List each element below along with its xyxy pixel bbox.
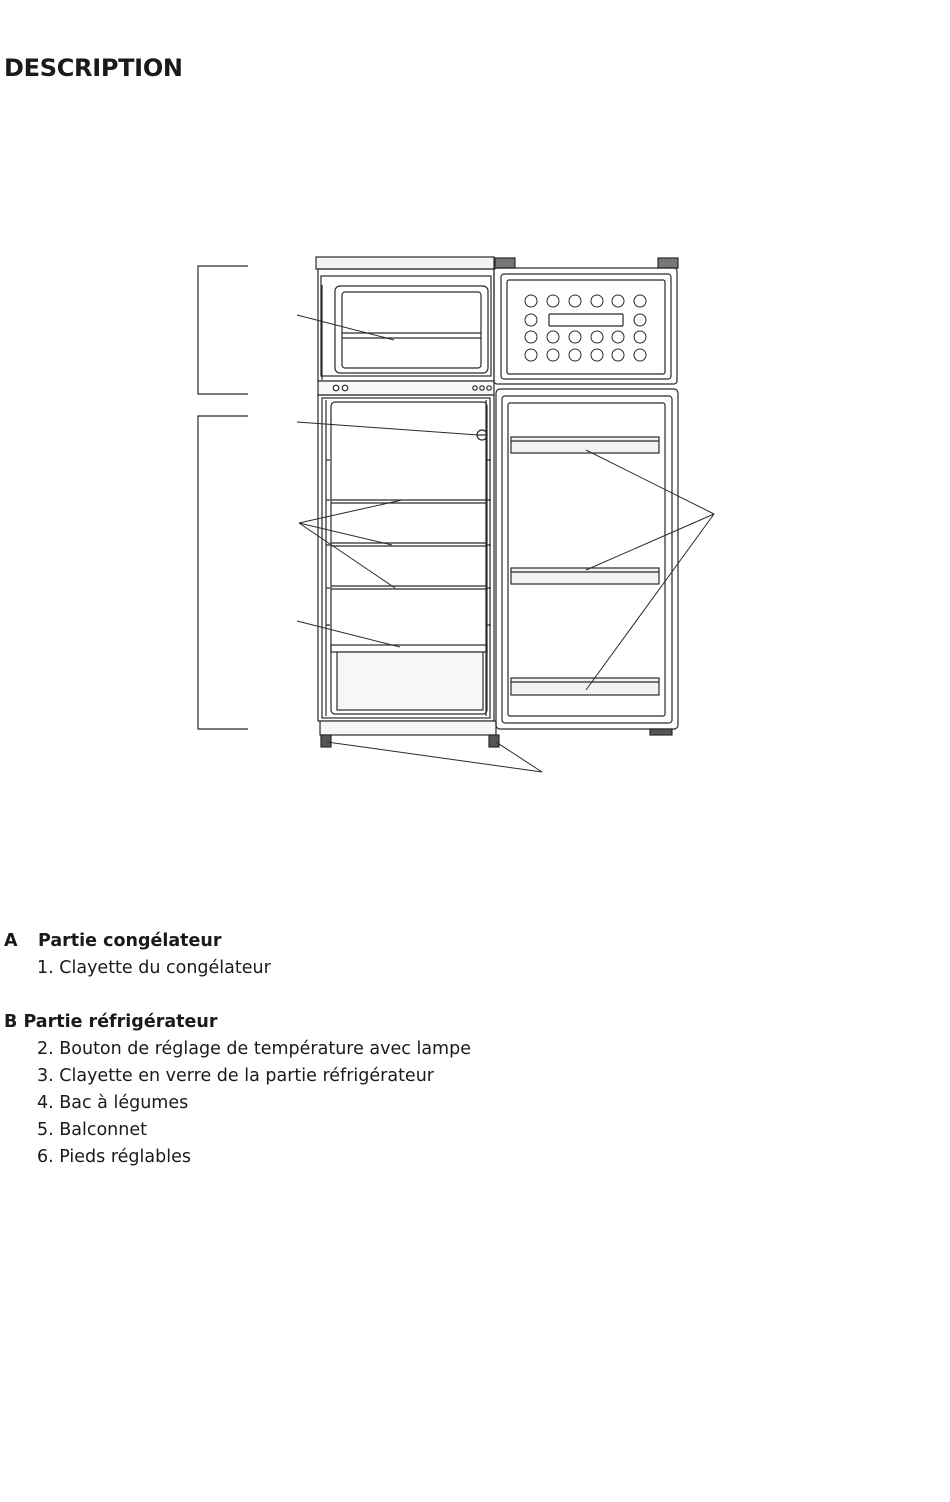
list-item: 2. Bouton de réglage de température avec lampe: [37, 1039, 471, 1059]
leader-5b: [586, 514, 714, 570]
leader-2: [297, 422, 478, 435]
balcony-middle: [511, 568, 659, 584]
fridge-item-list: [4, 1036, 471, 1171]
fridge-door: [496, 389, 678, 735]
bracket-fridge: [198, 416, 248, 729]
freezer-item-list: [4, 955, 471, 982]
list-item: 1. Clayette du congélateur: [37, 958, 271, 978]
section-heading-freezer: [4, 928, 471, 955]
leader-1: [297, 315, 394, 340]
section-letter: B: [4, 1012, 18, 1032]
leader-6b: [496, 742, 542, 772]
bracket-freezer: [198, 266, 248, 394]
freezer-compartment: [335, 286, 488, 373]
leader-6a: [327, 742, 542, 772]
foot-right: [489, 735, 499, 747]
list-item: 3. Clayette en verre de la partie réfrigérateur: [37, 1066, 434, 1086]
foot-left: [321, 735, 331, 747]
section-heading-fridge: [4, 1009, 471, 1036]
page-title: DESCRIPTION: [4, 54, 183, 82]
leader-4: [297, 621, 400, 647]
section-name: Partie congélateur: [38, 931, 222, 951]
list-item: 6. Pieds réglables: [37, 1147, 191, 1167]
leader-3b: [299, 523, 392, 545]
leader-3c: [299, 523, 395, 588]
balcony-bottom: [511, 678, 659, 695]
balcony-top: [511, 437, 659, 453]
freezer-door-egg-tray: [525, 295, 646, 361]
legend: [4, 928, 471, 1171]
list-item: 4. Bac à légumes: [37, 1093, 189, 1113]
freezer-door: [494, 268, 677, 384]
section-name: Partie réfrigérateur: [23, 1012, 218, 1032]
leader-5a: [586, 450, 714, 514]
leader-5c: [586, 514, 714, 690]
list-item: 5. Balconnet: [37, 1120, 147, 1140]
section-letter: A: [4, 931, 18, 951]
